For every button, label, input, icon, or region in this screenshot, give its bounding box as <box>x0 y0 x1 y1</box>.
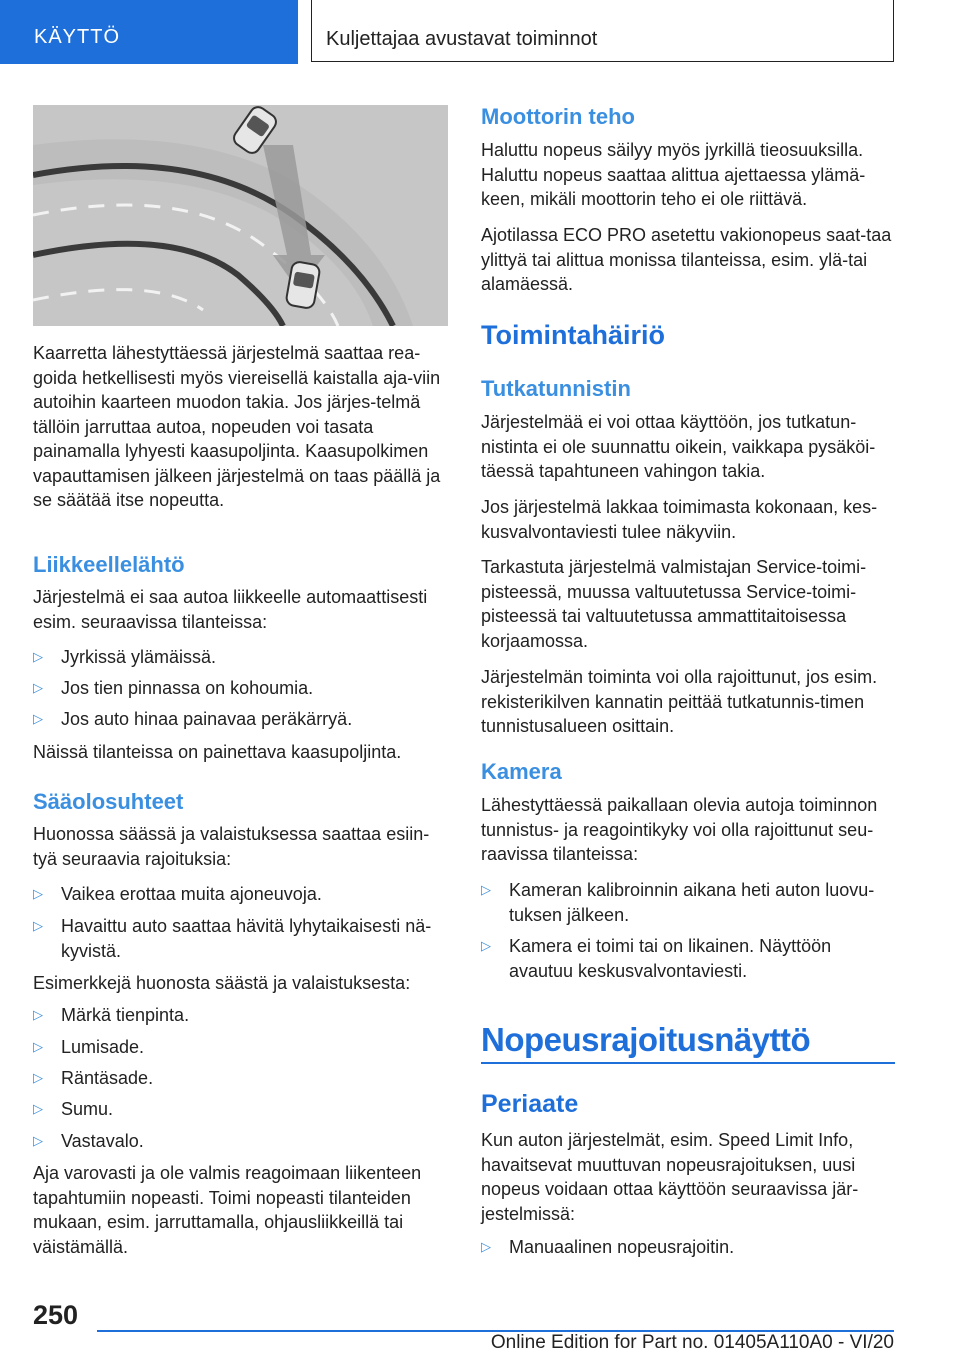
bullet-triangle-icon: ▷ <box>481 1239 491 1254</box>
heading-tutkatunnistin: Tutkatunnistin <box>481 376 631 401</box>
list-item: ▷ Jos auto hinaa painavaa peräkärryä. <box>33 707 448 732</box>
heading-periaate: Periaate <box>481 1090 579 1118</box>
bullet-triangle-icon: ▷ <box>481 882 491 897</box>
bullet-triangle-icon: ▷ <box>33 649 43 664</box>
liikkeellelahto-intro: Järjestelmä ei saa autoa liikkeelle automaattisesti esim. seuraavissa tilanteissa: <box>33 587 428 632</box>
bullet-triangle-icon: ▷ <box>481 938 491 953</box>
curve-road-drawing <box>33 105 448 326</box>
figure-caption: Kaarretta lähestyttäessä järjestelmä saattaa rea-goida hetkellisesti myös viereisellä kaistalla aja-viin autoihin kaarteen muodon takia. Jos järjes-telmä tällöin jarruttaa autoa, nopeuden voi tasata painamalla lyhyesti kaasupoljinta. Kaasupolkimen vapauttamisen jälkeen järjestelmä on taas päällä ja se säätää itse nopeutta. <box>33 343 441 510</box>
bullet-triangle-icon: ▷ <box>33 1007 43 1022</box>
tutkatunnistin-p4: Järjestelmän toiminta voi olla rajoittunut, jos esim. rekisterikilven kannatin peittää tutkatunnis-timen tunnistusalueen osittain. <box>481 667 878 736</box>
list-item: ▷ Havaittu auto saattaa hävitä lyhytaikaisesti nä-kyvistä. <box>33 916 432 961</box>
tutkatunnistin-p3: Tarkastuta järjestelmä valmistajan Service-toimi-pisteessä, muussa valtuutetussa Service-toimi-pisteessä tai valtuutetussa ammattitaitoisessa korjaamossa. <box>481 557 867 651</box>
list-item: ▷ Vaikea erottaa muita ajoneuvoja. <box>33 882 448 907</box>
examples-intro: Esimerkkejä huonosta säästä ja valaistuksesta: <box>33 973 411 993</box>
section-tab <box>0 0 298 64</box>
saaolosuhteet-outro: Aja varovasti ja ole valmis reagoimaan liikenteen tapahtumiin nopeasti. Toimi nopeasti tilanteiden mukaan, esim. jarruttamalla, ohjausliikkeillä tai väistämällä. <box>33 1163 422 1257</box>
heading-saaolosuhteet: Sääolosuhteet <box>33 789 184 814</box>
bullet-triangle-icon: ▷ <box>33 886 43 901</box>
list-item: ▷ Lumisade. <box>33 1035 448 1060</box>
section-title: KÄYTTÖ <box>34 26 121 48</box>
list-item: ▷ Manuaalinen nopeusrajoitin. <box>481 1235 896 1260</box>
list-item: ▷ Vastavalo. <box>33 1129 448 1154</box>
bullet-triangle-icon: ▷ <box>33 1133 43 1148</box>
heading-toimintahairio: Toimintahäiriö <box>481 320 666 350</box>
bullet-triangle-icon: ▷ <box>33 1039 43 1054</box>
bullet-triangle-icon: ▷ <box>33 918 43 933</box>
list-item: ▷ Kamera ei toimi tai on likainen. Näyttöön avautuu keskusvalvontaviesti. <box>481 936 832 981</box>
tutkatunnistin-p1: Järjestelmää ei voi ottaa käyttöön, jos tutkatun-nistinta ei ole suunnattu oikein, vaikkapa pysäköi-täessä tapahtuneen vahingon takia. <box>481 412 876 481</box>
chapter-header <box>311 0 894 62</box>
heading-liikkeellelahto: Liikkeellelähtö <box>33 552 185 577</box>
section-rule <box>481 1062 895 1064</box>
moottorin-teho-p2: Ajotilassa ECO PRO asetettu vakionopeus saat-taa ylittyä tai alittua monissa tilanteissa, esim. ylä-tai alamäessä. <box>481 225 892 294</box>
tutkatunnistin-p2: Jos järjestelmä lakkaa toimimasta kokonaan, kes-kusvalvontaviesti tulee näkyviin. <box>481 497 878 542</box>
list-item: ▷ Märkä tienpinta. <box>33 1003 448 1028</box>
saaolosuhteet-intro: Huonossa säässä ja valaistuksessa saattaa esiin-tyä seuraavia rajoituksia: <box>33 824 430 869</box>
bullet-triangle-icon: ▷ <box>33 680 43 695</box>
heading-kamera: Kamera <box>481 759 562 784</box>
heading-moottorin-teho: Moottorin teho <box>481 104 635 129</box>
footer-edition: Online Edition for Part no. 01405A110A0 - VI/20 <box>490 1332 894 1353</box>
periaate-p1: Kun auton järjestelmät, esim. Speed Limit Info, havaitsevat muuttuvan nopeusrajoituksen, uusi nopeus voidaan ottaa käyttöön seuraavissa jär-jestelmissä: <box>481 1130 859 1224</box>
bullet-triangle-icon: ▷ <box>33 711 43 726</box>
page-number: 250 <box>33 1300 79 1330</box>
chapter-title: Kuljettajaa avustavat toiminnot <box>326 28 598 50</box>
heading-nopeusrajoitusnaytto: Nopeusrajoitusnäyttö <box>481 1021 811 1058</box>
moottorin-teho-p1: Haluttu nopeus säilyy myös jyrkillä tieosuuksilla. Haluttu nopeus saattaa alittua ajettaessa ylämä-keen, mikäli moottorin teho ei ole riittävä. <box>481 140 866 209</box>
liikkeellelahto-outro: Näissä tilanteissa on painettava kaasupoljinta. <box>33 742 402 762</box>
list-item: ▷ Kameran kalibroinnin aikana heti auton luovu-tuksen jälkeen. <box>481 880 875 925</box>
curve-illustration <box>33 105 448 326</box>
list-item: ▷ Räntäsade. <box>33 1066 448 1091</box>
bullet-triangle-icon: ▷ <box>33 1070 43 1085</box>
kamera-intro: Lähestyttäessä paikallaan olevia autoja toiminnon tunnistus- ja reagointikyky voi olla rajoittunut seu-raavissa tilanteissa: <box>481 795 878 864</box>
bullet-triangle-icon: ▷ <box>33 1101 43 1116</box>
list-item: ▷ Jyrkissä ylämäissä. <box>33 645 448 670</box>
list-item: ▷ Sumu. <box>33 1097 448 1122</box>
list-item: ▷ Jos tien pinnassa on kohoumia. <box>33 676 448 701</box>
